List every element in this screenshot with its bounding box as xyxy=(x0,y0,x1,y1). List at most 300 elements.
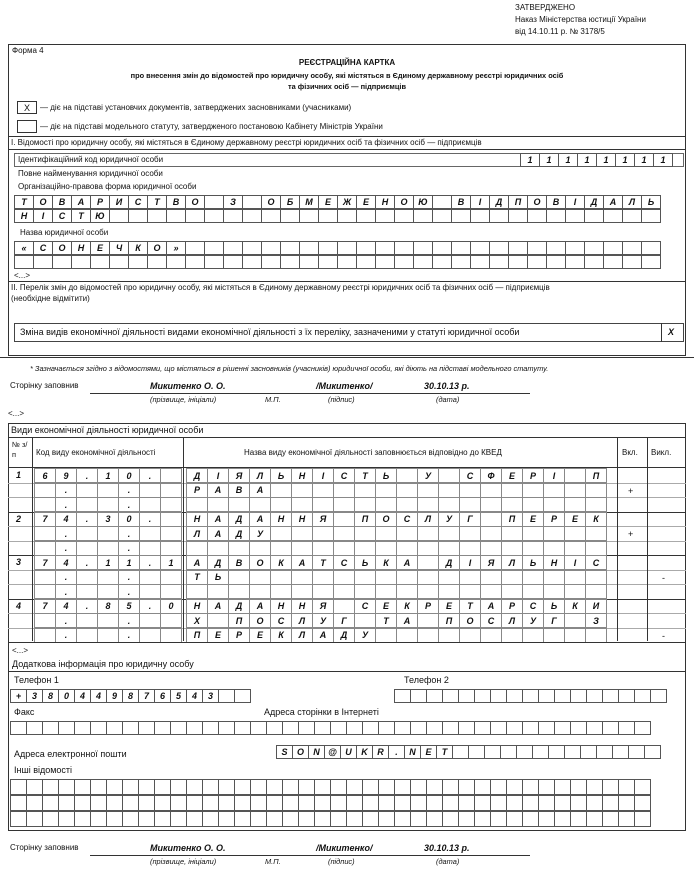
name-cell[interactable] xyxy=(585,628,607,643)
char-cell[interactable] xyxy=(458,779,475,795)
option2-checkbox[interactable] xyxy=(17,120,37,133)
char-cell[interactable]: С xyxy=(128,195,148,209)
code-cell[interactable] xyxy=(97,497,119,512)
char-cell[interactable] xyxy=(410,795,427,811)
code-cell[interactable] xyxy=(160,468,182,483)
code-cell[interactable]: 7 xyxy=(34,599,56,614)
name-cell[interactable]: Н xyxy=(543,555,565,570)
char-cell[interactable] xyxy=(490,721,507,735)
char-cell[interactable] xyxy=(432,195,452,209)
name-cell[interactable]: Я xyxy=(480,555,502,570)
char-cell[interactable]: R xyxy=(372,745,389,759)
name-cell[interactable] xyxy=(375,497,397,512)
code-cell[interactable]: 0 xyxy=(118,512,140,527)
code-cell[interactable] xyxy=(97,541,119,556)
char-cell[interactable] xyxy=(490,689,507,703)
char-cell[interactable] xyxy=(90,795,107,811)
char-cell[interactable]: В xyxy=(166,195,186,209)
name-cell[interactable] xyxy=(417,628,439,643)
char-cell[interactable] xyxy=(508,241,528,255)
name-cell[interactable]: А xyxy=(207,599,229,614)
name-cell[interactable]: А xyxy=(249,483,271,498)
name-cell[interactable]: С xyxy=(585,555,607,570)
char-cell[interactable] xyxy=(234,779,251,795)
code-cell[interactable]: 9 xyxy=(55,468,77,483)
name-cell[interactable] xyxy=(270,570,292,585)
char-cell[interactable]: В xyxy=(451,195,471,209)
char-cell[interactable] xyxy=(458,689,475,703)
char-cell[interactable]: 0 xyxy=(58,689,75,703)
char-cell[interactable]: М xyxy=(299,195,319,209)
name-cell[interactable] xyxy=(396,468,418,483)
char-cell[interactable] xyxy=(586,721,603,735)
char-cell[interactable]: Н xyxy=(71,241,91,255)
name-cell[interactable] xyxy=(522,628,544,643)
char-cell[interactable] xyxy=(394,689,411,703)
name-cell[interactable]: А xyxy=(207,512,229,527)
char-cell[interactable] xyxy=(318,241,338,255)
char-cell[interactable] xyxy=(218,795,235,811)
name-cell[interactable] xyxy=(564,526,586,541)
char-cell[interactable]: І xyxy=(565,195,585,209)
name-cell[interactable]: Р xyxy=(522,468,544,483)
char-cell[interactable]: А xyxy=(71,195,91,209)
name-cell[interactable] xyxy=(291,584,313,599)
char-cell[interactable] xyxy=(489,255,509,269)
char-cell[interactable] xyxy=(522,795,539,811)
code-cell[interactable] xyxy=(139,613,161,628)
name-cell[interactable] xyxy=(459,497,481,512)
name-cell[interactable] xyxy=(333,497,355,512)
name-cell[interactable]: А xyxy=(312,628,334,643)
char-cell[interactable] xyxy=(58,721,75,735)
char-cell[interactable] xyxy=(586,795,603,811)
char-cell[interactable] xyxy=(122,811,139,827)
name-cell[interactable] xyxy=(564,468,586,483)
code-cell[interactable]: . xyxy=(139,599,161,614)
char-cell[interactable] xyxy=(74,811,91,827)
char-cell[interactable] xyxy=(451,255,471,269)
code-cell[interactable] xyxy=(160,541,182,556)
name-cell[interactable]: И xyxy=(585,599,607,614)
name-cell[interactable]: К xyxy=(585,512,607,527)
char-cell[interactable] xyxy=(484,745,501,759)
char-cell[interactable] xyxy=(538,779,555,795)
char-cell[interactable]: 4 xyxy=(186,689,203,703)
char-cell[interactable] xyxy=(634,811,651,827)
char-cell[interactable] xyxy=(298,779,315,795)
char-cell[interactable] xyxy=(170,779,187,795)
code-cell[interactable] xyxy=(160,570,182,585)
name-cell[interactable] xyxy=(228,570,250,585)
name-cell[interactable] xyxy=(438,483,460,498)
char-cell[interactable] xyxy=(375,241,395,255)
name-cell[interactable]: Г xyxy=(459,512,481,527)
name-cell[interactable]: У xyxy=(312,613,334,628)
char-cell[interactable] xyxy=(74,779,91,795)
char-cell[interactable] xyxy=(138,795,155,811)
code-cell[interactable]: 1 xyxy=(97,468,119,483)
name-cell[interactable]: С xyxy=(333,468,355,483)
char-cell[interactable] xyxy=(250,779,267,795)
char-cell[interactable] xyxy=(261,209,281,223)
char-cell[interactable] xyxy=(532,745,549,759)
char-cell[interactable] xyxy=(394,779,411,795)
name-cell[interactable]: С xyxy=(459,468,481,483)
char-cell[interactable] xyxy=(90,779,107,795)
char-cell[interactable] xyxy=(26,795,43,811)
name-cell[interactable]: А xyxy=(249,512,271,527)
char-cell[interactable] xyxy=(170,795,187,811)
char-cell[interactable]: N xyxy=(404,745,421,759)
name-cell[interactable] xyxy=(186,497,208,512)
name-cell[interactable] xyxy=(522,584,544,599)
code-cell[interactable]: 4 xyxy=(55,599,77,614)
name-cell[interactable]: Л xyxy=(417,512,439,527)
char-cell[interactable] xyxy=(378,779,395,795)
char-cell[interactable] xyxy=(362,721,379,735)
name-cell[interactable]: Л xyxy=(501,613,523,628)
char-cell[interactable] xyxy=(314,795,331,811)
char-cell[interactable] xyxy=(223,255,243,269)
char-cell[interactable]: И xyxy=(109,195,129,209)
char-cell[interactable] xyxy=(602,779,619,795)
name-cell[interactable] xyxy=(333,526,355,541)
char-cell[interactable] xyxy=(618,779,635,795)
char-cell[interactable] xyxy=(442,811,459,827)
char-cell[interactable] xyxy=(185,255,205,269)
name-cell[interactable] xyxy=(438,541,460,556)
char-cell[interactable] xyxy=(299,255,319,269)
char-cell[interactable] xyxy=(166,255,186,269)
char-cell[interactable] xyxy=(250,721,267,735)
char-cell[interactable] xyxy=(641,255,661,269)
name-cell[interactable]: Р xyxy=(417,599,439,614)
char-cell[interactable] xyxy=(138,721,155,735)
name-cell[interactable] xyxy=(270,526,292,541)
code-cell[interactable] xyxy=(76,497,98,512)
char-cell[interactable] xyxy=(602,795,619,811)
name-cell[interactable]: І xyxy=(459,555,481,570)
code-cell[interactable]: . xyxy=(139,512,161,527)
char-cell[interactable] xyxy=(234,795,251,811)
code-cell[interactable] xyxy=(160,584,182,599)
name-cell[interactable]: З xyxy=(585,613,607,628)
name-cell[interactable] xyxy=(312,526,334,541)
name-cell[interactable] xyxy=(438,468,460,483)
char-cell[interactable] xyxy=(394,241,414,255)
char-cell[interactable] xyxy=(508,255,528,269)
code-cell[interactable] xyxy=(97,628,119,643)
char-cell[interactable] xyxy=(204,241,224,255)
activity-exclude[interactable]: - xyxy=(662,630,665,641)
char-cell[interactable] xyxy=(508,209,528,223)
code-cell[interactable] xyxy=(139,497,161,512)
name-cell[interactable]: С xyxy=(522,599,544,614)
code-cell[interactable]: 0 xyxy=(160,599,182,614)
name-cell[interactable] xyxy=(438,570,460,585)
code-cell[interactable] xyxy=(34,483,56,498)
code-cell[interactable] xyxy=(76,628,98,643)
char-cell[interactable] xyxy=(548,745,565,759)
char-cell[interactable] xyxy=(42,795,59,811)
code-cell[interactable]: . xyxy=(55,570,77,585)
char-cell[interactable] xyxy=(378,811,395,827)
name-cell[interactable] xyxy=(585,483,607,498)
char-cell[interactable]: N xyxy=(308,745,325,759)
char-cell[interactable] xyxy=(170,811,187,827)
name-cell[interactable] xyxy=(459,483,481,498)
name-cell[interactable] xyxy=(480,483,502,498)
char-cell[interactable]: 4 xyxy=(90,689,107,703)
name-cell[interactable] xyxy=(186,541,208,556)
name-cell[interactable]: Л xyxy=(501,555,523,570)
char-cell[interactable]: Ч xyxy=(109,241,129,255)
name-cell[interactable] xyxy=(522,570,544,585)
char-cell[interactable] xyxy=(470,241,490,255)
char-cell[interactable]: » xyxy=(166,241,186,255)
code-cell[interactable] xyxy=(97,570,119,585)
char-cell[interactable] xyxy=(362,811,379,827)
name-cell[interactable] xyxy=(312,483,334,498)
char-cell[interactable] xyxy=(410,689,427,703)
name-cell[interactable] xyxy=(564,584,586,599)
char-cell[interactable] xyxy=(522,721,539,735)
char-cell[interactable] xyxy=(641,241,661,255)
name-cell[interactable] xyxy=(501,541,523,556)
code-cell[interactable]: . xyxy=(76,555,98,570)
name-cell[interactable] xyxy=(270,541,292,556)
char-cell[interactable] xyxy=(554,795,571,811)
code-cell[interactable]: 4 xyxy=(55,512,77,527)
char-cell[interactable]: О xyxy=(147,241,167,255)
name-cell[interactable]: Ь xyxy=(207,570,229,585)
char-cell[interactable] xyxy=(362,779,379,795)
char-cell[interactable] xyxy=(596,745,613,759)
char-cell[interactable] xyxy=(266,795,283,811)
name-cell[interactable]: Ь xyxy=(354,555,376,570)
char-cell[interactable] xyxy=(280,209,300,223)
char-cell[interactable] xyxy=(442,779,459,795)
code-cell[interactable] xyxy=(160,526,182,541)
char-cell[interactable] xyxy=(458,811,475,827)
code-cell[interactable]: 4 xyxy=(55,555,77,570)
char-cell[interactable] xyxy=(490,795,507,811)
name-cell[interactable]: К xyxy=(270,555,292,570)
char-cell[interactable] xyxy=(618,689,635,703)
char-cell[interactable] xyxy=(413,209,433,223)
char-cell[interactable] xyxy=(546,209,566,223)
change-mark[interactable]: Х xyxy=(668,327,675,337)
name-cell[interactable]: Х xyxy=(186,613,208,628)
name-cell[interactable]: А xyxy=(396,555,418,570)
char-cell[interactable]: 9 xyxy=(106,689,123,703)
name-cell[interactable] xyxy=(522,541,544,556)
char-cell[interactable]: 1 xyxy=(615,153,635,167)
name-cell[interactable]: К xyxy=(375,555,397,570)
name-cell[interactable] xyxy=(396,584,418,599)
char-cell[interactable] xyxy=(218,689,235,703)
code-cell[interactable] xyxy=(34,570,56,585)
char-cell[interactable] xyxy=(346,811,363,827)
name-cell[interactable]: С xyxy=(396,512,418,527)
activity-exclude[interactable]: - xyxy=(662,572,665,583)
char-cell[interactable] xyxy=(474,779,491,795)
name-cell[interactable]: Н xyxy=(291,468,313,483)
char-cell[interactable] xyxy=(634,689,651,703)
char-cell[interactable]: П xyxy=(508,195,528,209)
char-cell[interactable] xyxy=(166,209,186,223)
code-cell[interactable] xyxy=(139,628,161,643)
char-cell[interactable] xyxy=(584,241,604,255)
char-cell[interactable] xyxy=(186,721,203,735)
char-cell[interactable]: І xyxy=(33,209,53,223)
char-cell[interactable] xyxy=(538,811,555,827)
name-cell[interactable] xyxy=(396,526,418,541)
char-cell[interactable] xyxy=(644,745,661,759)
name-cell[interactable] xyxy=(333,512,355,527)
name-cell[interactable] xyxy=(543,497,565,512)
name-cell[interactable]: Е xyxy=(501,468,523,483)
name-cell[interactable]: Т xyxy=(375,613,397,628)
char-cell[interactable]: 1 xyxy=(596,153,616,167)
name-cell[interactable] xyxy=(585,497,607,512)
char-cell[interactable] xyxy=(318,255,338,269)
char-cell[interactable] xyxy=(538,689,555,703)
name-cell[interactable]: У xyxy=(249,526,271,541)
code-cell[interactable] xyxy=(97,584,119,599)
char-cell[interactable] xyxy=(250,811,267,827)
char-cell[interactable]: Ю xyxy=(90,209,110,223)
name-cell[interactable]: Д xyxy=(438,555,460,570)
code-cell[interactable] xyxy=(160,613,182,628)
name-cell[interactable] xyxy=(501,570,523,585)
name-cell[interactable]: Я xyxy=(228,468,250,483)
name-cell[interactable] xyxy=(564,613,586,628)
name-cell[interactable]: Д xyxy=(207,555,229,570)
name-cell[interactable]: А xyxy=(249,599,271,614)
char-cell[interactable]: Д xyxy=(489,195,509,209)
code-cell[interactable]: . xyxy=(118,483,140,498)
option1-checkbox[interactable]: X xyxy=(17,101,37,114)
char-cell[interactable] xyxy=(106,779,123,795)
char-cell[interactable] xyxy=(58,779,75,795)
name-cell[interactable]: О xyxy=(249,613,271,628)
char-cell[interactable]: А xyxy=(603,195,623,209)
name-cell[interactable]: В xyxy=(228,555,250,570)
char-cell[interactable] xyxy=(565,209,585,223)
char-cell[interactable] xyxy=(33,255,53,269)
char-cell[interactable] xyxy=(74,795,91,811)
char-cell[interactable] xyxy=(337,241,357,255)
name-cell[interactable]: С xyxy=(270,613,292,628)
name-cell[interactable]: А xyxy=(207,483,229,498)
name-cell[interactable] xyxy=(291,526,313,541)
phone1-cells[interactable] xyxy=(10,689,250,703)
char-cell[interactable] xyxy=(202,779,219,795)
code-cell[interactable]: . xyxy=(118,497,140,512)
char-cell[interactable] xyxy=(506,811,523,827)
name-cell[interactable] xyxy=(396,541,418,556)
char-cell[interactable] xyxy=(570,689,587,703)
code-cell[interactable] xyxy=(97,526,119,541)
name-cell[interactable]: Ф xyxy=(480,468,502,483)
code-cell[interactable]: 3 xyxy=(97,512,119,527)
activity-include[interactable]: + xyxy=(628,485,634,496)
char-cell[interactable] xyxy=(410,721,427,735)
name-cell[interactable] xyxy=(438,497,460,512)
char-cell[interactable] xyxy=(394,209,414,223)
char-cell[interactable] xyxy=(468,745,485,759)
code-cell[interactable] xyxy=(34,628,56,643)
name-cell[interactable]: У xyxy=(354,628,376,643)
char-cell[interactable] xyxy=(426,721,443,735)
name-cell[interactable] xyxy=(543,628,565,643)
code-cell[interactable]: 8 xyxy=(97,599,119,614)
char-cell[interactable] xyxy=(522,689,539,703)
char-cell[interactable] xyxy=(458,721,475,735)
name-cell[interactable] xyxy=(543,483,565,498)
name-cell[interactable] xyxy=(417,570,439,585)
char-cell[interactable]: T xyxy=(436,745,453,759)
name-cell[interactable]: П xyxy=(438,613,460,628)
name-cell[interactable] xyxy=(312,570,334,585)
char-cell[interactable] xyxy=(564,745,581,759)
code-cell[interactable]: 1 xyxy=(118,555,140,570)
char-cell[interactable] xyxy=(570,795,587,811)
name-cell[interactable]: С xyxy=(333,555,355,570)
char-cell[interactable] xyxy=(602,721,619,735)
name-cell[interactable] xyxy=(228,497,250,512)
char-cell[interactable] xyxy=(570,779,587,795)
char-cell[interactable] xyxy=(413,255,433,269)
char-cell[interactable]: 5 xyxy=(170,689,187,703)
char-cell[interactable] xyxy=(356,255,376,269)
char-cell[interactable]: Т xyxy=(14,195,34,209)
char-cell[interactable] xyxy=(618,795,635,811)
name-cell[interactable] xyxy=(564,570,586,585)
code-cell[interactable]: . xyxy=(55,497,77,512)
char-cell[interactable] xyxy=(299,241,319,255)
code-cell[interactable]: . xyxy=(118,584,140,599)
name-cell[interactable] xyxy=(249,584,271,599)
char-cell[interactable] xyxy=(26,721,43,735)
char-cell[interactable] xyxy=(622,255,642,269)
char-cell[interactable] xyxy=(234,721,251,735)
code-cell[interactable]: . xyxy=(118,570,140,585)
char-cell[interactable] xyxy=(186,779,203,795)
name-cell[interactable]: О xyxy=(249,555,271,570)
char-cell[interactable] xyxy=(442,795,459,811)
name-cell[interactable] xyxy=(480,541,502,556)
char-cell[interactable] xyxy=(570,721,587,735)
name-cell[interactable]: Д xyxy=(228,526,250,541)
char-cell[interactable]: Н xyxy=(14,209,34,223)
name-cell[interactable] xyxy=(291,497,313,512)
name-cell[interactable]: Л xyxy=(186,526,208,541)
name-cell[interactable]: У xyxy=(417,468,439,483)
code-cell[interactable] xyxy=(34,613,56,628)
char-cell[interactable] xyxy=(634,795,651,811)
char-cell[interactable] xyxy=(628,745,645,759)
name-cell[interactable]: К xyxy=(270,628,292,643)
char-cell[interactable] xyxy=(223,241,243,255)
name-cell[interactable] xyxy=(291,483,313,498)
code-cell[interactable]: . xyxy=(55,483,77,498)
char-cell[interactable] xyxy=(106,721,123,735)
code-cell[interactable]: 5 xyxy=(118,599,140,614)
code-cell[interactable] xyxy=(160,628,182,643)
